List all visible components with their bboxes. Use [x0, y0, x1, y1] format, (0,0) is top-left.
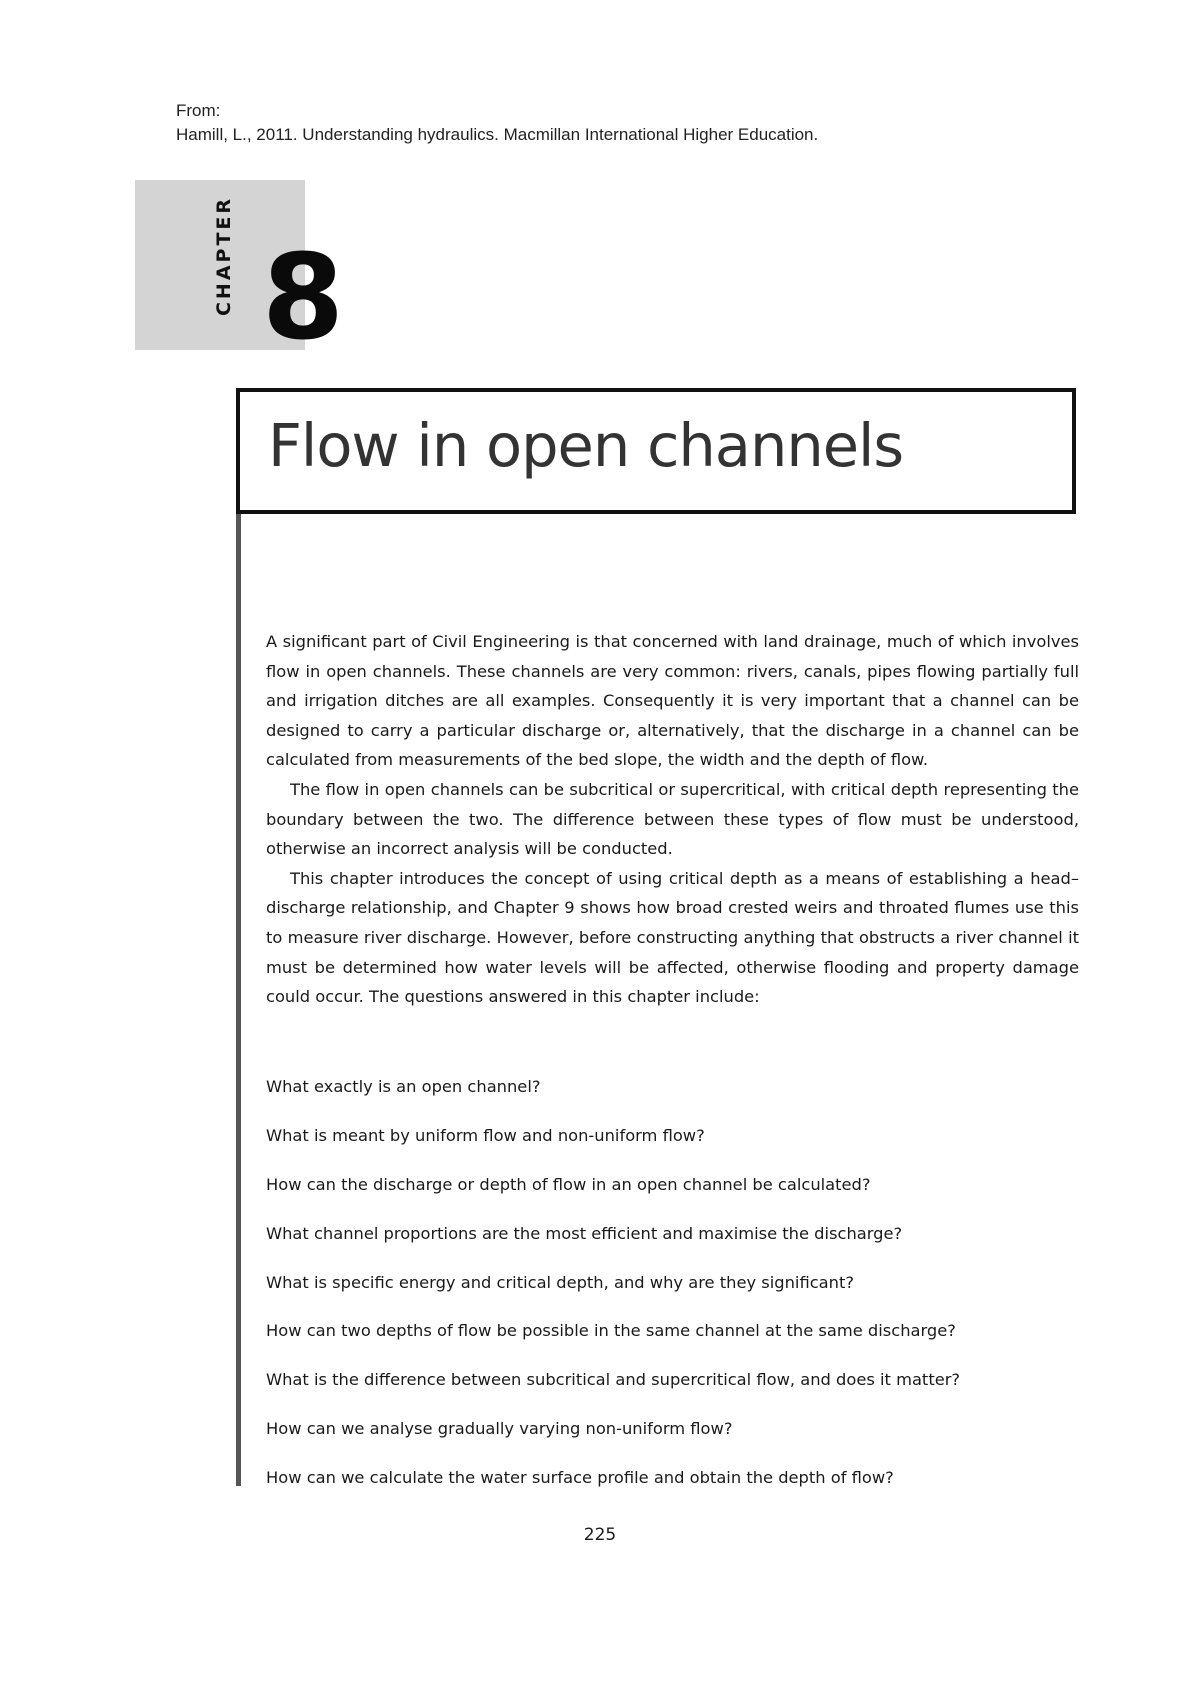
source-note	[176, 99, 818, 147]
vertical-rule	[236, 514, 241, 1486]
chapter-intro	[266, 627, 1079, 1012]
question-item: What is meant by uniform flow and non-uniform flow?	[266, 1125, 705, 1145]
intro-paragraph: A significant part of Civil Engineering is that concerned with land drainage, much of which involves flow in open channels. These channels are very common: rivers, canals, pipes flowing partially full and irrigation ditches are all examples. Consequently it is very important that a channel can be designed to carry a particular discharge or, alternatively, that the discharge in a channel can be calculated from measurements of the bed slope, the width and the depth of flow.	[266, 632, 1079, 770]
intro-paragraph: The flow in open channels can be subcritical or supercritical, with critical depth representing the boundary between the two. The difference between these types of flow must be understood, otherwise an incorrect analysis will be conducted.	[266, 779, 1079, 859]
question-item: How can the discharge or depth of flow in an open channel be calculated?	[266, 1174, 871, 1194]
intro-paragraph: This chapter introduces the concept of using critical depth as a means of establishing a head–discharge relationship, and Chapter 9 shows how broad crested weirs and throated flumes use this to measure river discharge. However, before constructing anything that obstructs a river channel it must be determined how water levels will be affected, otherwise flooding and property damage could occur. The questions answered in this chapter include:	[266, 868, 1079, 1007]
question-item: What exactly is an open channel?	[266, 1077, 541, 1096]
question-list	[266, 1076, 1079, 1516]
chapter-label	[211, 195, 237, 317]
question-item: How can we analyse gradually varying non-uniform flow?	[266, 1419, 733, 1439]
chapter-number: 8	[262, 228, 343, 366]
question-item: How can two depths of flow be possible in the same channel at the same discharge?	[266, 1321, 956, 1341]
question-item: What channel proportions are the most efficient and maximise the discharge?	[266, 1223, 903, 1243]
source-label: From:	[176, 101, 221, 120]
question-item: How can we calculate the water surface profile and obtain the depth of flow?	[266, 1468, 894, 1488]
page-number: 225	[583, 1525, 617, 1545]
question-item: What is the difference between subcritical and supercritical flow, and does it matter?	[266, 1370, 961, 1390]
question-item: What is specific energy and critical depth, and why are they significant?	[266, 1272, 854, 1292]
chapter-label-text: CHAPTER	[213, 195, 236, 317]
chapter-title: Flow in open channels	[268, 411, 904, 480]
source-citation: Hamill, L., 2011. Understanding hydraulics. Macmillan International Higher Education.	[176, 125, 819, 144]
chapter-title-box	[236, 388, 1076, 514]
